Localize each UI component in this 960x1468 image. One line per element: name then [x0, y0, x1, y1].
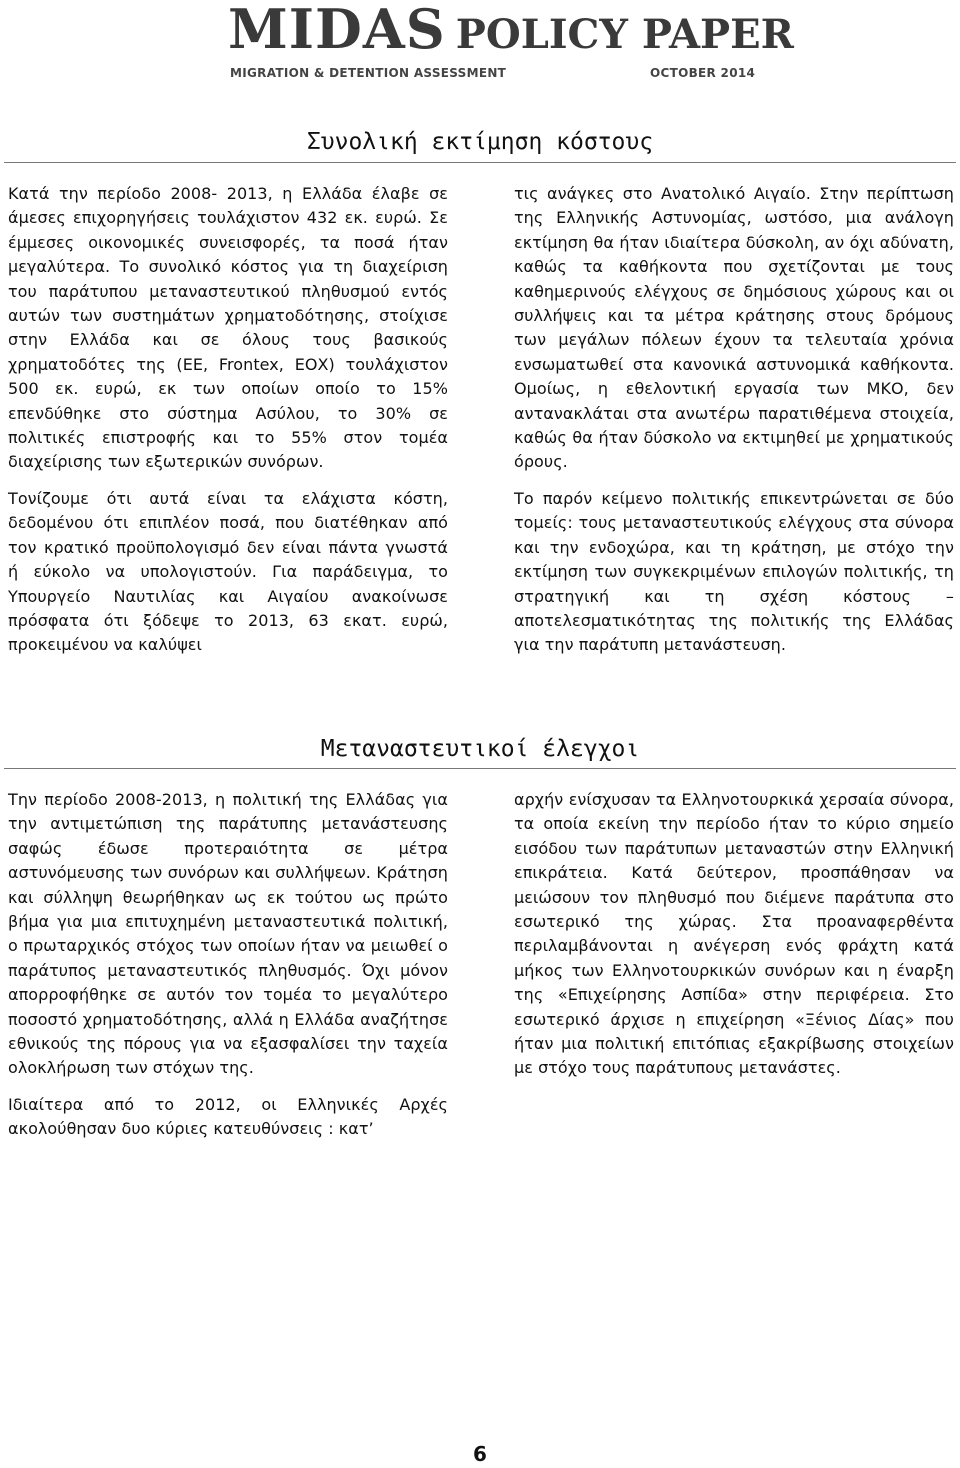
logo-title-sub: POLICY PAPER	[455, 11, 794, 58]
section-title-migration-controls: Μεταναστευτικοί έλεγχοι	[320, 736, 640, 762]
section-divider-migration-controls	[4, 768, 956, 769]
section-cost-left-column	[8, 182, 448, 670]
logo-title-main: MIDAS	[228, 0, 446, 61]
section-title-cost: Συνολική εκτίμηση κόστους	[306, 129, 654, 155]
section-divider-cost	[4, 162, 956, 163]
paragraph: Κατά την περίοδο 2008- 2013, η Ελλάδα έλαβε σε άμεσες επιχορηγήσεις τουλάχιστον 432 εκ. ευρώ. Σε έμμεσες οικονομικές συνεισφορές, τα ποσά ήταν μεγαλύτερα. Το συνολικό κόστος για τη διαχείριση του παράτυπου μεταναστευτικού πληθυσμού εντός αυτών των συστημάτων χρηματοδότησης, στοίχισε στην Ελλάδα και σε όλους τους βασικούς χρηματοδότες της (ΕΕ, Frontex, ΕΟΧ) τουλάχιστον 500 εκ. ευρώ, εκ των οποίων οποίο το 15% επενδύθηκε στο σύστημα Ασύλου, το 30% σε πολιτικές επιστροφής και το 55% στον τομέα διαχείρισης των εξωτερικών συνόρων.	[8, 184, 448, 472]
paragraph: τις ανάγκες στο Ανατολικό Αιγαίο. Στην περίπτωση της Ελληνικής Αστυνομίας, ωστόσο, μια ανάλογη εκτίμηση θα ήταν ιδιαίτερα δύσκολη, αν όχι αδύνατη, καθώς τα καθήκοντα που σχετίζονται με τους καθημερινούς ελέγχους σε δημόσιους χώρους και οι συλλήψεις και τα μέτρα κράτησης στους δρόμους των μεγάλων πόλεων έχουν τα τελευταία χρόνια ενσωματωθεί στα κανονικά αστυνομικά καθήκοντα. Ομοίως, η εθελοντική εργασία των ΜΚΟ, δεν αντανακλάται στα ανωτέρω παρατιθέμενα στοιχεία, καθώς θα ήταν δύσκολο να εκτιμηθεί με χρηματικούς όρους.	[514, 184, 954, 472]
section-controls-left-column	[8, 788, 448, 1154]
paragraph: αρχήν ενίσχυσαν τα Ελληνοτουρκικά χερσαία σύνορα, τα οποία εκείνη την περίοδο ήταν το κύριο σημείο εισόδου των παράτυπων μεταναστών στην Ελληνική επικράτεια. Κατά δεύτερον, προσπάθησαν να μειώσουν τον πληθυσμό που διέμενε παράτυπα στο εσωτερικό της χώρας. Στα προαναφερθέντα περιλαμβάνονται η ανέγερση ενός φράχτη κατά μήκος των Ελληνοτουρκικών συνόρων και η έναρξη της «Επιχείρησης Ασπίδα» στην περιφέρεια. Στο εσωτερικό άρχισε η επιχείρηση «Ξένιος Δίας» που ήταν μια πολιτική επιτόπιας εξακρίβωσης στοιχείων με στόχο τους παράτυπους μετανάστες.	[514, 790, 954, 1078]
paragraph: Ιδιαίτερα από το 2012, οι Ελληνικές Αρχές ακολούθησαν δυο κύριες κατευθύνσεις : κατ’	[8, 1094, 448, 1139]
logo-tagline: MIGRATION & DETENTION ASSESSMENT	[230, 66, 507, 80]
section-cost-right-column	[514, 182, 954, 670]
paragraph: Την περίοδο 2008-2013, η πολιτική της Ελλάδας για την αντιμετώπιση της παράτυπης μετανάστευσης σαφώς έδωσε προτεραιότητα σε μέτρα αστυνόμευσης των συνόρων και συλλήψεων. Κράτηση και σύλληψη θεωρήθηκαν ως εκ τούτου ως πρώτο βήμα για μια επιτυχημένη μεταναστευτικά πολιτική, ο πρωταρχικός στόχος των οποίων ήταν να μειωθεί ο παράτυπος μεταναστευτικός πληθυσμός. Όχι μόνον απορροφήθηκε σε αυτόν τον τομέα το μεγαλύτερο ποσοστό χρηματοδότησης, αλλά η Ελλάδα αναζήτησε εθνικούς της πόρους για να εξασφαλίσει την ταχεία ολοκλήρωση των στόχων της.	[8, 790, 448, 1078]
page-number: 6	[473, 1442, 487, 1466]
masthead	[220, 0, 794, 85]
paragraph: Τονίζουμε ότι αυτά είναι τα ελάχιστα κόστη, δεδομένου ότι επιπλέον ποσά, που διατέθηκαν από τον κρατικό προϋπολογισμό δεν είναι πάντα γνωστά ή εύκολο να υπολογιστούν. Για παράδειγμα, το Υπουργείο Ναυτιλίας και Αιγαίου ανακοίνωσε πρόσφατα ότι ξόδεψε το 2013, 63 εκατ. ευρώ, προκειμένου να καλύψει	[8, 488, 448, 655]
section-controls-right-column	[514, 788, 954, 1093]
midas-logo	[228, 0, 794, 61]
issue-date: OCTOBER 2014	[650, 66, 756, 80]
paragraph: Το παρόν κείμενο πολιτικής επικεντρώνεται σε δύο τομείς: τους μεταναστευτικούς ελέγχους στα σύνορα και την ενδοχώρα, και τη κράτηση, με στόχο την εκτίμηση των συγκεκριμένων επιλογών πολιτικής, τη στρατηγική και τη σχέση κόστους – αποτελεσματικότητας της πολιτικής της Ελλάδας για την παράτυπη μετανάστευση.	[514, 488, 954, 655]
